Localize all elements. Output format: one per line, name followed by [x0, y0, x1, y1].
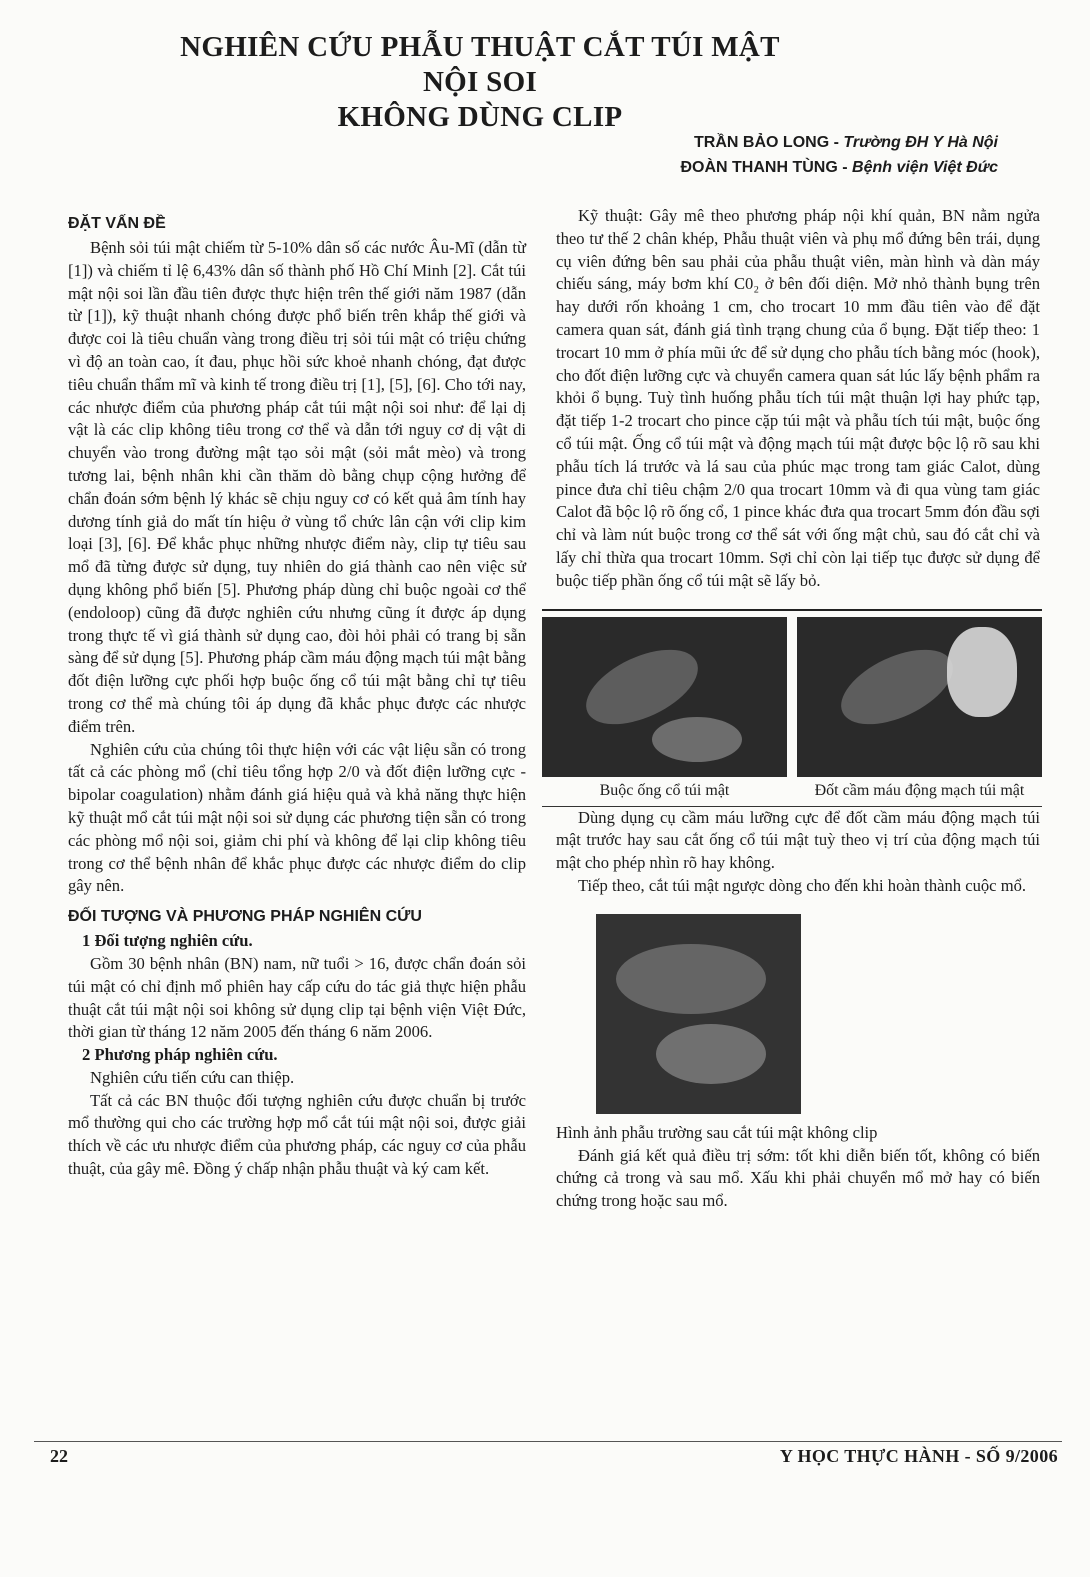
evaluation-paragraph: Đánh giá kết quả điều trị sớm: tốt khi diễn biến tốt, không có biến chứng cả trong và sau mổ. Xấu khi phải chuyển mổ mở hay có biến chứng trong hoặc sau mổ. [556, 1145, 1040, 1211]
figure-1-caption: Buộc ống cổ túi mật [599, 781, 730, 799]
methods-paragraph-1: Nghiên cứu tiến cứu can thiệp. [90, 1067, 295, 1087]
journal-name: Y HỌC THỰC HÀNH - SỐ 9/2006 [779, 1446, 1058, 1466]
section-heading-intro: ĐẶT VẤN ĐỀ [68, 215, 166, 232]
intro-paragraph-2: Nghiên cứu của chúng tôi thực hiện với các vật liệu sẵn có trong tất cả các phòng mổ (chỉ tiêu tổng hợp 2/0 và đốt điện lưỡng cực - bipolar coagulation) nhằm đánh giá hiệu quả và khả năng thực hiện kỹ thuật mổ cắt túi mật nội soi sử dụng các phương tiện sẵn có trong các phòng mổ nội soi, giảm chi phí và không để lại clip không tiêu trong cơ thể bệnh nhân để khắc phục được các nhược điểm do clip gây nên. [68, 739, 526, 896]
intro-paragraph-1: Bệnh sỏi túi mật chiếm từ 5-10% dân số các nước Âu-Mĩ (dẫn từ [1]) và chiếm tỉ lệ 6,43% dân số thành phố Hồ Chí Minh [2]. Cắt túi mật nội soi lần đầu tiên được thực hiện trên thế giới năm 1987 (dẫn từ [1]), kỹ thuật nhanh chóng được phổ biến trên khắp thế giới và được coi là tiêu chuẩn vàng trong điều trị sỏi túi mật có triệu chứng vì độ an toàn cao, ít đau, phục hồi sức khoẻ nhanh chóng, đạt được tiêu chuẩn thẩm mĩ và kinh tế trong điều trị [1], [5], [6]. Cho tới nay, các nhược điểm của phương pháp cắt túi mật nội soi như: để lại dị vật là các clip không tiêu trong cơ thể và dẫn tới nguy cơ dị vật di chuyển vào trong đường mật tạo sỏi mật (sỏi mắt mèo) và trong tương lai, bệnh nhân khi cần thăm dò bằng chụp cộng hưởng để chẩn đoán sớm bệnh lý khác sẽ chịu nguy cơ có kết quả âm tính hay dương tính giả do mất tín hiệu ở vùng tổ chức lân cận với clip kim loại [3], [6]. Để khắc phục những nhược điểm này, clip tự tiêu sau mổ đã từng được sử dụng, tuy nhiên do giá thành cao nên việc sử dụng không phổ biến [5]. Phương pháp dùng chỉ buộc ngoài cơ thể (endoloop) cũng đã được nghiên cứu nhưng cũng ít được áp dụng trong thực tế vì giá thành sử dụng cao, đòi hỏi phải có trang bị sẵn sàng để sử dụng [5]. Phương pháp cầm máu động mạch túi mật bằng đốt điện lưỡng cực phối hợp buộc ống cổ túi mật bằng chỉ tự tiêu trong cơ thể mà chúng tôi áp dụng đã khắc phục được các nhược điểm trên. [68, 238, 526, 736]
figure-2-caption: Đốt cầm máu động mạch túi mật [814, 781, 1025, 799]
author-name: ĐOÀN THANH TÙNG [680, 159, 838, 176]
surgical-photo-1 [542, 617, 787, 777]
article-title [150, 30, 810, 135]
figure-2 [797, 617, 1042, 800]
left-column [68, 205, 526, 1181]
after-figure-paragraph-1: Dùng dụng cụ cầm máu lưỡng cực để đốt cầm máu động mạch túi mật trước hay sau cắt ống cổ túi mật tuỳ theo vị trí của động mạch túi mật cho phép nhìn rõ hay không. [556, 807, 1040, 873]
title-line-2: KHÔNG DÙNG CLIP [337, 101, 623, 133]
figure-1 [542, 617, 787, 800]
author-2: ĐOÀN THANH TÙNG - Bệnh viện Việt Đức [680, 159, 998, 176]
after-figure-paragraph-2: Tiếp theo, cắt túi mật ngược dòng cho đến khi hoàn thành cuộc mổ. [578, 875, 1027, 895]
subsection-methods: 2 Phương pháp nghiên cứu. [82, 1045, 278, 1065]
author-1: TRẦN BẢO LONG - Trường ĐH Y Hà Nội [694, 134, 998, 151]
author-affiliation: Bệnh viện Việt Đức [852, 159, 998, 176]
subjects-paragraph: Gồm 30 bệnh nhân (BN) nam, nữ tuổi > 16, được chẩn đoán sỏi túi mật có chỉ định mổ phiên hay cấp cứu do tác giả thực hiện phẫu thuật cắt túi mật nội soi không sử dụng clip tại bệnh viện Việt Đức, thời gian từ tháng 12 năm 2005 đến tháng 6 năm 2006. [68, 953, 526, 1042]
author-affiliation: Trường ĐH Y Hà Nội [843, 134, 998, 151]
figure-row [542, 609, 1042, 800]
author-block [680, 130, 998, 180]
author-name: TRẦN BẢO LONG [694, 134, 830, 151]
page-number: 22 [50, 1446, 68, 1466]
figure-3-caption: Hình ảnh phẫu trường sau cắt túi mật không clip [556, 1122, 878, 1142]
surgical-photo-2 [797, 617, 1042, 777]
surgical-photo-3 [596, 914, 801, 1114]
right-column [556, 205, 1040, 1213]
methods-paragraph-2: Tất cả các BN thuộc đối tượng nghiên cứu được chuẩn bị trước mổ thường qui cho các trường hợp mổ cắt túi mật nội soi, được giải thích về các ưu nhược điểm của phương pháp, các nguy cơ của phẫu thuật, của gây mê. Đồng ý chấp nhận phẫu thuật và ký cam kết. [68, 1090, 526, 1179]
footer-divider [34, 1441, 1062, 1442]
subsection-subjects: 1 Đối tượng nghiên cứu. [82, 931, 253, 951]
section-heading-methods: ĐỐI TƯỢNG VÀ PHƯƠNG PHÁP NGHIÊN CỨU [68, 908, 422, 926]
technique-paragraph: Kỹ thuật: Gây mê theo phương pháp nội khí quản, BN nằm ngửa theo tư thế 2 chân khép, Phẫu thuật viên và phụ mổ đứng bên trái, dụng cụ viên đứng bên sau phải của phẫu thuật viên, màn hình và dàn máy chiếu sáng, máy bơm khí C0₂ ở bên đối diện. Mở nhỏ thành bụng trên hay dưới rốn khoảng 1 cm, cho trocart 10 mm đầu tiên vào để đặt camera quan sát, đánh giá tình trạng chung của ổ bụng. Đặt tiếp theo: 1 trocart 10 mm ở phía mũi ức để sử dụng cho phẫu tích bằng móc (hook), cho đốt điện lưỡng cực và chuyển camera quan sát lúc lấy bệnh phẩm ra khỏi ổ bụng. Tuỳ tình huống phẫu tích túi mật thuận lợi hay phức tạp, đặt tiếp 1-2 trocart cho pince cặp túi mật và phẫu tích túi mật, buộc ống cổ túi mật. Ống cổ túi mật và động mạch túi mật được bộc lộ rõ sau khi phẫu tích lá trước và lá sau của phúc mạc trong tam giác Calot, dùng pince đưa chỉ tiêu chậm 2/0 qua trocart 10mm và đi qua vùng tam giác Calot đã bộc lộ rõ ống cổ, 1 pince khác đưa qua trocart 5mm đón đầu sợi chỉ và làm nút buộc trong cơ thể sát với ống mật chủ, sau đó cắt chỉ và lấy chỉ thừa qua trocart 10mm. Sợi chỉ còn lại tiếp tục được sử dụng để buộc tiếp phần ống cổ túi mật sẽ lấy bỏ. [556, 206, 1040, 590]
title-line-1: NGHIÊN CỨU PHẪU THUẬT CẮT TÚI MẬT NỘI SOI [180, 31, 780, 98]
